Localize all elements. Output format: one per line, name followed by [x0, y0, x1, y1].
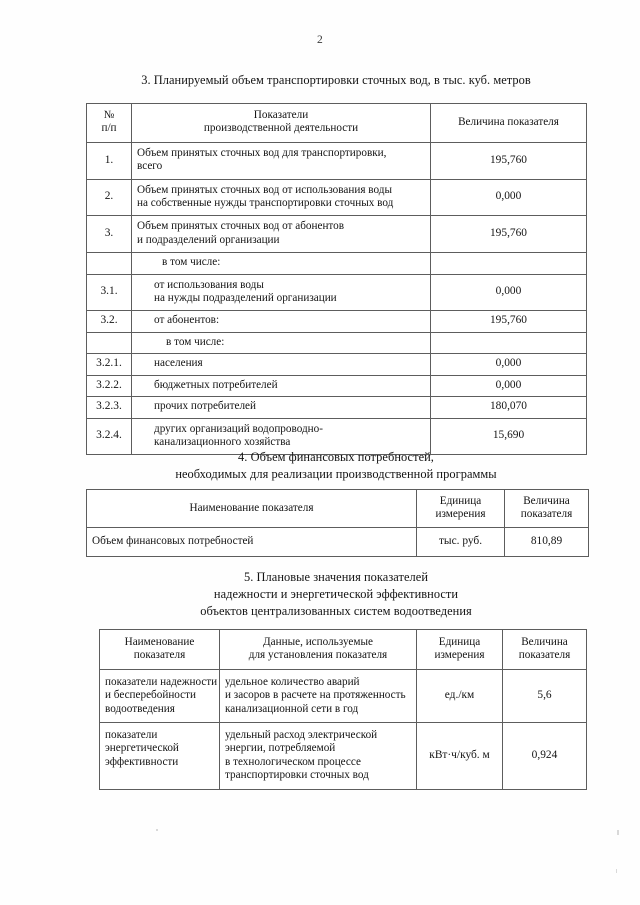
table-subheader-row — [87, 253, 587, 274]
section-5-heading-line2: надежности и энергетической эффективности — [213, 587, 459, 601]
row-label-line: и подразделений организации — [137, 233, 280, 246]
row-index: 3.2.2. — [87, 375, 132, 396]
table-header-row — [100, 630, 587, 670]
row-unit: ед./км — [417, 669, 503, 722]
row-index: 3.2. — [87, 311, 132, 332]
row-value: 195,760 — [431, 311, 587, 332]
row-label-line: других организаций водопроводно- — [154, 422, 323, 435]
row-description-line: транспортировки сточных вод — [225, 769, 369, 782]
table-row — [100, 723, 587, 790]
section-5-heading-line1: 5. Плановые значения показателей — [244, 570, 428, 584]
row-label-line: Объем принятых сточных вод от абонентов — [137, 220, 345, 233]
financial-needs-table — [86, 489, 589, 557]
row-description — [220, 723, 417, 790]
row-description-line: и засоров в расчете на протяженность — [225, 689, 406, 702]
table-row — [87, 311, 587, 332]
header-unit-line1: Единица — [438, 636, 481, 648]
row-index: 3.2.1. — [87, 354, 132, 375]
row-label-line: и бесперебойности — [105, 689, 197, 702]
row-label: в том числе: — [132, 332, 431, 353]
section-4-table-container — [86, 489, 589, 557]
section-5-heading-line3: объектов централизованных систем водоотведения — [200, 604, 472, 618]
row-index: 3.2.4. — [87, 418, 132, 455]
row-label: населения — [132, 354, 431, 375]
row-label-line: всего — [137, 160, 163, 173]
row-value: 15,690 — [431, 418, 587, 455]
section-5-table-container — [99, 629, 587, 790]
section-4-heading — [86, 449, 586, 483]
table-row — [87, 527, 589, 556]
header-unit-line2: измерения — [435, 508, 486, 521]
header-indicator-line2: производственной деятельности — [203, 122, 359, 135]
row-description-line: канализационной сети в год — [225, 702, 359, 715]
table-row — [87, 397, 587, 418]
row-label-line: Объем принятых сточных вод от использования воды — [137, 183, 392, 196]
row-index: 3. — [87, 216, 132, 253]
row-index: 1. — [87, 142, 132, 179]
row-label — [100, 669, 220, 722]
row-index — [87, 332, 132, 353]
page-number: 2 — [317, 34, 323, 46]
row-label: бюджетных потребителей — [132, 375, 431, 396]
row-description-line: удельный расход электрической — [225, 729, 378, 742]
table-row — [100, 669, 587, 722]
table-row — [87, 142, 587, 179]
row-label: Объем финансовых потребностей — [87, 527, 417, 556]
table-row — [87, 375, 587, 396]
row-label — [100, 723, 220, 790]
section-3-heading — [86, 72, 586, 89]
row-label — [132, 142, 431, 179]
header-cell-value — [505, 490, 589, 528]
header-index-line1: № — [103, 109, 115, 121]
header-cell-data — [220, 630, 417, 670]
table-row — [87, 354, 587, 375]
row-label-line: водоотведения — [105, 702, 175, 715]
row-value — [431, 332, 587, 353]
row-label-line: канализационного хозяйства — [154, 435, 291, 448]
header-cell-unit — [417, 490, 505, 528]
row-label: от абонентов: — [132, 311, 431, 332]
header-data-line2: для установления показателя — [248, 649, 388, 662]
header-value-line1: Величина — [523, 495, 570, 507]
row-label — [132, 216, 431, 253]
header-cell-unit — [417, 630, 503, 670]
row-label-line: показатели — [105, 729, 158, 742]
header-value-line2: показателя — [518, 649, 571, 662]
header-cell-name — [100, 630, 220, 670]
row-description — [220, 669, 417, 722]
row-label-line: энергетической — [105, 742, 179, 755]
row-description-line: в технологическом процессе — [225, 755, 361, 768]
header-name-line2: показателя — [133, 649, 186, 662]
header-index-line2: п/п — [101, 122, 117, 135]
header-value-line1: Величина — [521, 636, 568, 648]
table-header-row — [87, 104, 587, 143]
row-value: 810,89 — [505, 527, 589, 556]
row-value: 0,000 — [431, 179, 587, 216]
section-3-table-container — [86, 103, 587, 455]
row-index: 2. — [87, 179, 132, 216]
row-value: 195,760 — [431, 216, 587, 253]
row-value: 180,070 — [431, 397, 587, 418]
row-index — [87, 253, 132, 274]
header-unit-line1: Единица — [439, 495, 482, 507]
header-value-line2: показателя — [520, 508, 573, 521]
table-row — [87, 179, 587, 216]
row-value: 0,000 — [431, 354, 587, 375]
row-unit: кВт·ч/куб. м — [417, 723, 503, 790]
header-cell-value — [503, 630, 587, 670]
table-subheader-row — [87, 332, 587, 353]
header-cell-value: Величина показателя — [431, 104, 587, 143]
transport-volume-table — [86, 103, 587, 455]
section-4-heading-line1: 4. Объем финансовых потребностей, — [238, 450, 434, 464]
header-cell-indicator — [132, 104, 431, 143]
row-description-line: энергии, потребляемой — [225, 742, 336, 755]
row-label — [132, 179, 431, 216]
header-data-line1: Данные, используемые — [263, 636, 373, 648]
row-label: прочих потребителей — [132, 397, 431, 418]
row-index: 3.1. — [87, 274, 132, 311]
row-value: 5,6 — [503, 669, 587, 722]
row-description-line: удельное количество аварий — [225, 675, 360, 688]
row-label-line: от использования воды — [154, 278, 264, 291]
row-label-line: показатели надежности — [105, 675, 218, 688]
header-indicator-line1: Показатели — [253, 109, 309, 121]
row-value: 0,000 — [431, 274, 587, 311]
table-header-row — [87, 490, 589, 528]
row-index: 3.2.3. — [87, 397, 132, 418]
row-value — [431, 253, 587, 274]
scan-artifact — [156, 829, 158, 831]
row-label: в том числе: — [132, 253, 431, 274]
table-row — [87, 216, 587, 253]
row-label-line: Объем принятых сточных вод для транспортировки, — [137, 146, 387, 159]
row-label-line: эффективности — [105, 755, 179, 768]
scan-artifact — [616, 869, 617, 873]
row-value: 0,000 — [431, 375, 587, 396]
row-value: 0,924 — [503, 723, 587, 790]
header-cell-index — [87, 104, 132, 143]
reliability-efficiency-table — [99, 629, 587, 790]
header-cell-name: Наименование показателя — [87, 490, 417, 528]
row-value: 195,760 — [431, 142, 587, 179]
header-name-line1: Наименование — [124, 636, 195, 648]
section-4-heading-line2: необходимых для реализации производственной программы — [175, 467, 497, 481]
section-3-heading-text: 3. Планируемый объем транспортировки сточных вод, в тыс. куб. метров — [141, 73, 531, 87]
section-5-heading — [86, 569, 586, 620]
row-label — [132, 274, 431, 311]
row-label-line: на собственные нужды транспортировки сточных вод — [137, 197, 394, 210]
row-label-line: на нужды подразделений организации — [154, 292, 337, 305]
header-unit-line2: измерения — [434, 649, 485, 662]
table-row — [87, 274, 587, 311]
scan-artifact — [617, 830, 619, 835]
row-unit: тыс. руб. — [417, 527, 505, 556]
